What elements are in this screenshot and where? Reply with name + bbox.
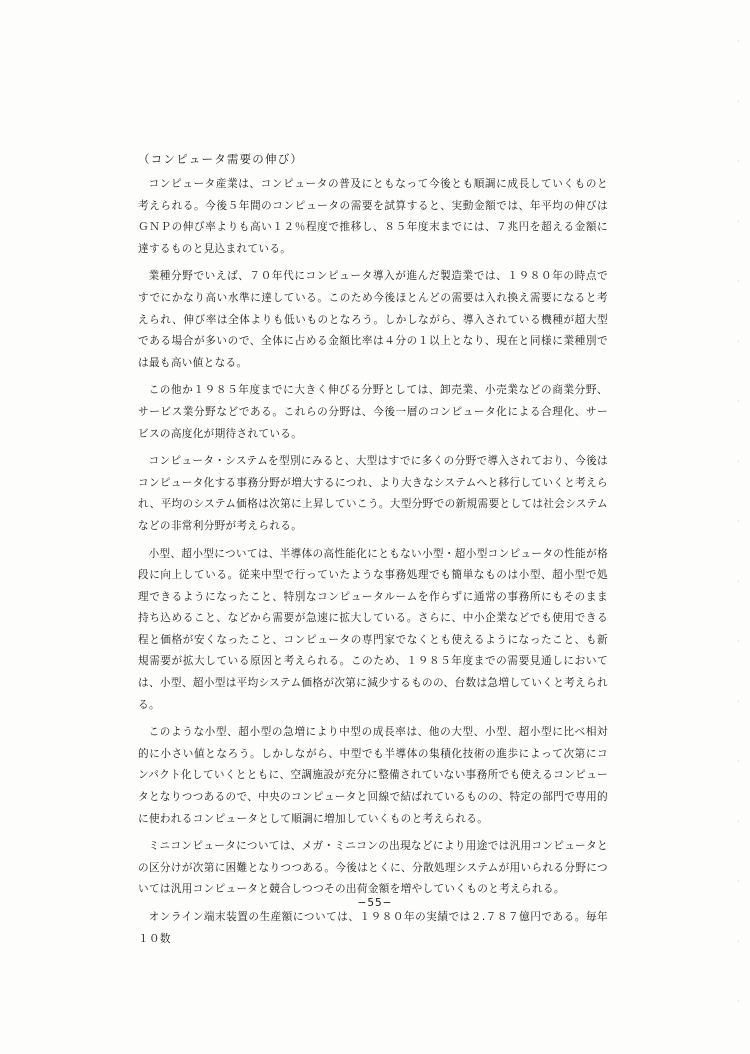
- paragraph-medium-systems: このような小型、超小型の急増により中型の成長率は、他の大型、小型、超小型に比べ相対的に小さい値となろう。しかしながら、中型でも半導体の集積化技術の進歩によって次第にコンパクト化していくとともに、空調施設が充分に整備されていない事務所でも使えるコンピュータとなりつつあるので、中央のコンピュータと回線で結ばれているものの、特定の部門で専用的に使われるコンピュータとして順調に増加していくものと考えられる。: [138, 726, 608, 825]
- paragraph-system-types: コンピュータ・システムを型別にみると、大型はすでに多くの分野で導入されており、今後はコンピュータ化する事務分野が増大するにつれ、より大きなシステムへと移行していくと考えられ、平均のシステム価格は次第に上昇していこう。大型分野での新規需要としては社会システムなどの非常利分野が考えられる。: [138, 455, 608, 532]
- document-body: [138, 150, 608, 956]
- scan-edge-mark: [738, 40, 739, 1020]
- paragraph-online-terminals: オンライン端末装置の生産額については、１９８０年の実績では２.７８７億円である。毎年１０数: [138, 911, 608, 945]
- paragraph-computer-industry: コンピュータ産業は、コンピュータの普及にともなって今後とも順調に成長していくものと考えられる。今後５年間のコンピュータの需要を試算すると、実動金額では、年平均の伸びはＧＮＰの伸び率よりも高い１２％程度で推移し、８５年度末までには、７兆円を超える金額に達するものと見込まれている。: [138, 178, 608, 255]
- paragraph-small-systems: 小型、超小型については、半導体の高性能化にともない小型・超小型コンピュータの性能が格段に向上している。従来中型で行っていたような事務処理でも簡単なものは小型、超小型で処理できるようになったこと、特別なコンピュータルームを作らずに通常の事務所にもそのまま持ち込めること、などから需要が急速に拡大している。さらに、中小企業などでも使用できる程と価格が安くなったこと、コンピュータの専門家でなくとも使えるようになったこと、も新規需要が拡大している原因と考えられる。このため、１９８５年度までの需要見通しにおいては、小型、超小型は平均システム価格が次第に減少するものの、台数は急増していくと考えられる。: [138, 547, 609, 711]
- paragraph-growth-fields: この他か１９８５年度までに大きく伸びる分野としては、卸売業、小売業などの商業分野、サービス業分野などである。これらの分野は、今後一層のコンピュータ化による合理化、サービスの高度化が期待されている。: [138, 384, 608, 440]
- page-number: −55−: [357, 897, 393, 909]
- section-heading: （コンピュータ需要の伸び）: [138, 152, 304, 166]
- paragraph-industry-sectors: 業種分野でいえば、７０年代にコンピュータ導入が進んだ製造業では、１９８０年の時点ですでにかなり高い水準に達している。このため今後ほとんどの需要は入れ換え需要になると考えられ、伸び率は全体よりも低いものとなろう。しかしながら、導入されている機種が超大型である場合が多いので、全体に占める金額比率は４分の１以上となり、現在と同様に業種別では最も高い値となる。: [138, 270, 608, 369]
- paragraph-minicomputers: ミニコンピュータについては、メガ・ミニコンの出現などにより用途では汎用コンピュータとの区分けが次第に困難となりつつある。今後はとくに、分散処理システムが用いられる分野については汎用コンピュータと競合しつつその出荷金額を増やしていくものと考えられる。: [138, 840, 609, 896]
